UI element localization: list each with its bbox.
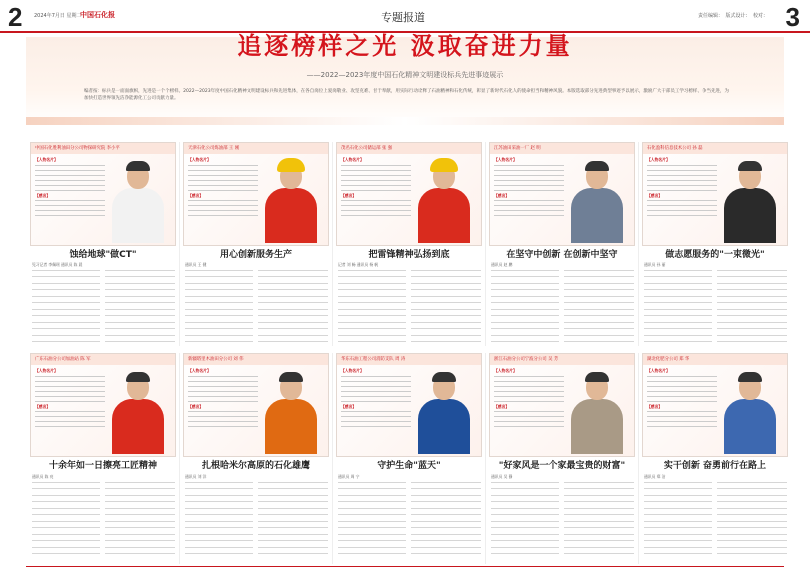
portrait-body (112, 188, 164, 243)
profile-headline: "好家风是一个家最宝贵的财富" (498, 461, 626, 471)
banner-strip (26, 117, 784, 125)
profile-headline: 十余年如一日擦亮工匠精神 (48, 461, 157, 471)
text-lines-b (494, 411, 564, 431)
column-divider (332, 353, 333, 564)
portrait-body (112, 399, 164, 454)
article-column-right (105, 268, 175, 346)
article-column-right (258, 480, 328, 564)
profile-byline: 通讯员 赵 鹏 (491, 262, 513, 267)
text-lines-a (341, 165, 411, 191)
profile-tag: 中国石化胜利油田分公司物探研究院 李小平 (31, 143, 175, 154)
quote-label: 【感言】 (647, 403, 663, 409)
text-lines-a (647, 165, 717, 191)
quote-label: 【感言】 (494, 403, 510, 409)
portrait-hair (585, 372, 609, 382)
profile-card-text (494, 157, 564, 220)
page-number-left: 2 (8, 2, 23, 32)
safety-helmet-icon (277, 158, 305, 172)
portrait-photo (566, 161, 628, 243)
profile-card (642, 142, 788, 246)
footer-rule (26, 566, 784, 567)
profile-card-text (341, 157, 411, 220)
profile-label: 【人物名片】 (494, 368, 517, 373)
article-column-left (491, 268, 559, 346)
article-column-left (491, 480, 559, 564)
profile-card (30, 142, 176, 246)
profile-byline: 通讯员 孙 丽 (644, 262, 666, 267)
profile-card (642, 353, 788, 457)
portrait-body (571, 399, 623, 454)
profile-card-text (188, 368, 258, 431)
profile-byline: 记者 刘 畅 通讯员 杨 帆 (338, 262, 379, 267)
article-column-right (717, 268, 787, 346)
quote-label: 【感言】 (35, 192, 51, 198)
profile-label: 【人物名片】 (341, 157, 364, 162)
portrait-photo (107, 161, 169, 243)
profile-card (336, 142, 482, 246)
quote-label: 【感言】 (647, 192, 663, 198)
article-column-right (717, 480, 787, 564)
portrait-hair (126, 372, 150, 382)
column-divider (332, 142, 333, 346)
profile-card-text (188, 157, 258, 220)
profile-card-text (35, 368, 105, 431)
profile-card-text (341, 368, 411, 431)
article-column-left (185, 480, 253, 564)
profile-byline: 通讯员 郑 洁 (644, 474, 666, 479)
editor-note: 编者按：标兵是一面面旗帜，先进是一个个榜样。2022—2023年度中国石化精神文明建设标兵和先进集体，在各自岗位上爱岗敬业、攻坚克难、甘于奉献，用实际行动诠释了石油精神和石化传统，彰显了新时代石化人的使命担当和精神风貌。本版选取部分先进典型事迹予以展示，激励广大干部员工学习榜样、争当先进，为加快打造世界领先洁净能源化工公司贡献力量。 (84, 89, 729, 101)
profile-byline: 见习记者 李佩瑶 通讯员 陈 晨 (32, 262, 83, 267)
profile-label: 【人物名片】 (647, 368, 670, 373)
profile-tag: 石化盈科信息技术公司 孙 磊 (643, 143, 787, 154)
portrait-photo (719, 161, 781, 243)
text-lines-b (341, 200, 411, 220)
profile-headline: 用心创新服务生产 (219, 250, 292, 260)
portrait-photo (260, 372, 322, 454)
portrait-body (724, 399, 776, 454)
portrait-body (265, 188, 317, 243)
portrait-hair (279, 372, 303, 382)
article-column-right (105, 480, 175, 564)
text-lines-a (188, 165, 258, 191)
safety-helmet-icon (430, 158, 458, 172)
article-column-left (338, 480, 406, 564)
portrait-hair (738, 161, 762, 171)
article-column-right (564, 480, 634, 564)
profile-byline: 通讯员 陈 亮 (32, 474, 54, 479)
portrait-body (724, 188, 776, 243)
text-lines-a (35, 165, 105, 191)
text-lines-b (188, 200, 258, 220)
article-column-left (32, 480, 100, 564)
profile-label: 【人物名片】 (35, 157, 58, 162)
text-lines-b (341, 411, 411, 431)
quote-label: 【感言】 (341, 192, 357, 198)
profile-byline: 通讯员 周 宁 (338, 474, 360, 479)
feature-title: 追逐榜样之光 汲取奋进力量 (237, 32, 573, 60)
profile-headline: 把雷锋精神弘扬到底 (368, 250, 450, 260)
portrait-photo (413, 161, 475, 243)
profile-tag: 江苏油田采油一厂 赵 明 (490, 143, 634, 154)
profile-tag: 华东石油工程公司消防支队 周 涛 (337, 354, 481, 365)
profile-tag: 浙江石油分公司宁波分公司 吴 芳 (490, 354, 634, 365)
portrait-photo (413, 372, 475, 454)
article-column-right (564, 268, 634, 346)
profile-tag: 湖北化肥分公司 郑 华 (643, 354, 787, 365)
portrait-photo (107, 372, 169, 454)
profile-headline: 扎根哈米尔高原的石化雄鹰 (201, 461, 310, 471)
profile-headline: 蚀给地球"做CT" (69, 250, 137, 260)
issue-date: 2024年7月日 星期二 (34, 13, 82, 19)
article-column-left (338, 268, 406, 346)
quote-label: 【感言】 (341, 403, 357, 409)
portrait-body (571, 188, 623, 243)
portrait-hair (432, 372, 456, 382)
column-divider (179, 353, 180, 564)
profile-card-text (494, 368, 564, 431)
portrait-hair (585, 161, 609, 171)
text-lines-a (188, 376, 258, 402)
feature-subtitle: ——2022—2023年度中国石化精神文明建设标兵先进事迹展示 (306, 71, 504, 79)
profile-headline: 在坚守中创新 在创新中坚守 (506, 250, 618, 260)
profile-label: 【人物名片】 (188, 157, 211, 162)
profile-label: 【人物名片】 (188, 368, 211, 373)
profile-headline: 做志愿服务的"一束微光" (665, 250, 765, 260)
page-number-right: 3 (785, 2, 800, 32)
portrait-hair (126, 161, 150, 171)
portrait-photo (719, 372, 781, 454)
article-column-left (644, 268, 712, 346)
profile-tag: 广东石油分公司加油站 陈 军 (31, 354, 175, 365)
text-lines-b (35, 411, 105, 431)
column-divider (638, 353, 639, 564)
newspaper-logo: 中国石化报 (80, 11, 115, 19)
profile-headline: 实干创新 奋勇前行在路上 (663, 461, 767, 471)
portrait-photo (260, 161, 322, 243)
profile-byline: 通讯员 刘 洋 (185, 474, 207, 479)
text-lines-b (35, 200, 105, 220)
column-divider (638, 142, 639, 346)
profile-tag: 茂名石化公司储运部 张 强 (337, 143, 481, 154)
portrait-body (265, 399, 317, 454)
profile-card (183, 142, 329, 246)
article-column-left (185, 268, 253, 346)
article-column-left (32, 268, 100, 346)
profile-card-text (647, 368, 717, 431)
quote-label: 【感言】 (35, 403, 51, 409)
profile-headline: 守护生命"蓝天" (377, 461, 441, 471)
text-lines-a (494, 165, 564, 191)
quote-label: 【感言】 (188, 403, 204, 409)
article-column-right (411, 268, 481, 346)
profile-label: 【人物名片】 (647, 157, 670, 162)
article-column-right (258, 268, 328, 346)
profile-byline: 通讯员 王 健 (185, 262, 207, 267)
profile-label: 【人物名片】 (35, 368, 58, 373)
quote-label: 【感言】 (494, 192, 510, 198)
profile-card (183, 353, 329, 457)
portrait-body (418, 399, 470, 454)
column-divider (485, 353, 486, 564)
column-title: 专题报道 (381, 11, 425, 24)
profile-card-text (35, 157, 105, 220)
text-lines-b (647, 200, 717, 220)
article-column-left (644, 480, 712, 564)
column-divider (179, 142, 180, 346)
column-divider (485, 142, 486, 346)
profile-tag: 天津石化公司炼油部 王 刚 (184, 143, 328, 154)
text-lines-a (341, 376, 411, 402)
text-lines-a (494, 376, 564, 402)
text-lines-a (647, 376, 717, 402)
profile-card (489, 353, 635, 457)
text-lines-b (494, 200, 564, 220)
profile-byline: 通讯员 吴 静 (491, 474, 513, 479)
text-lines-b (188, 411, 258, 431)
editor-info: 责任编辑： 版式设计： 校对： (697, 13, 768, 19)
portrait-body (418, 188, 470, 243)
article-column-right (411, 480, 481, 564)
text-lines-b (647, 411, 717, 431)
profile-card-text (647, 157, 717, 220)
portrait-photo (566, 372, 628, 454)
quote-label: 【感言】 (188, 192, 204, 198)
profile-card (30, 353, 176, 457)
text-lines-a (35, 376, 105, 402)
portrait-hair (738, 372, 762, 382)
profile-label: 【人物名片】 (341, 368, 364, 373)
profile-card (336, 353, 482, 457)
profile-label: 【人物名片】 (494, 157, 517, 162)
profile-card (489, 142, 635, 246)
profile-tag: 新疆塔里木油田分公司 刘 伟 (184, 354, 328, 365)
